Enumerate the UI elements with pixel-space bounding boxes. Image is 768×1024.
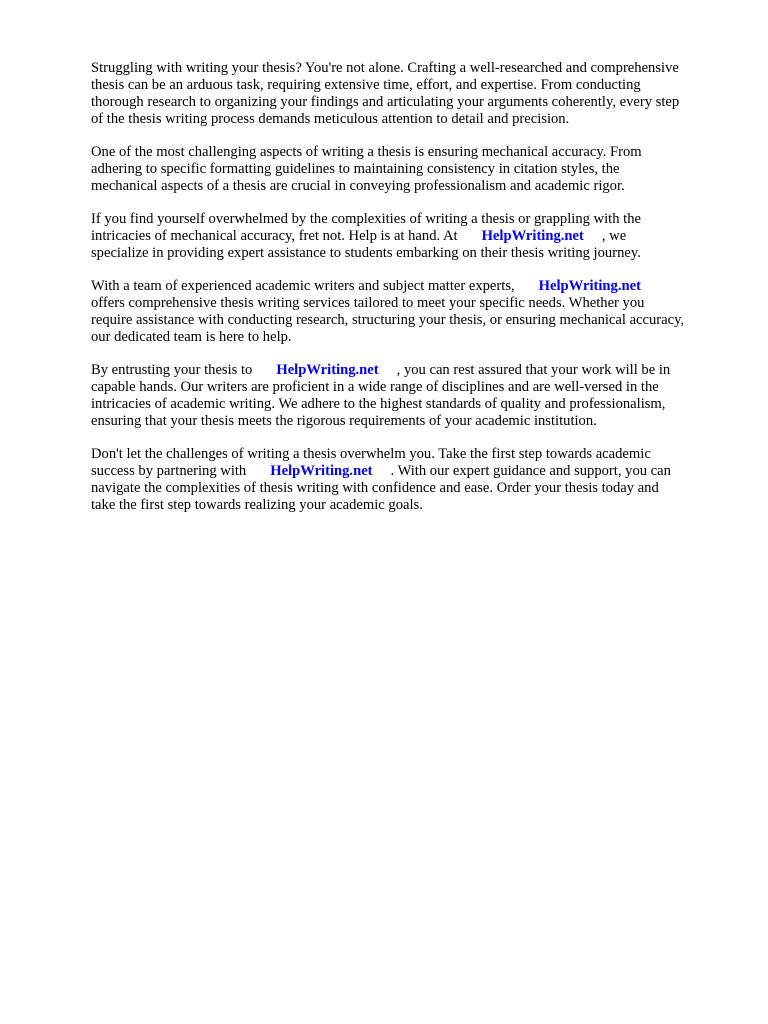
text-line: ensuring that your thesis meets the rigorous requirements of your academic institution. xyxy=(91,413,597,429)
text-line: One of the most challenging aspects of writing a thesis is ensuring mechanical accuracy. From xyxy=(91,144,642,160)
text-line xyxy=(91,463,731,480)
text-line: our dedicated team is here to help. xyxy=(91,329,292,345)
text-line xyxy=(91,228,731,245)
text-line: thesis can be an arduous task, requiring extensive time, effort, and expertise. From conducting xyxy=(91,77,641,93)
text-line: adhering to specific formatting guidelines to maintaining consistency in citation styles, the xyxy=(91,161,620,177)
text-segment: success by partnering with xyxy=(91,463,247,479)
paragraph-intro xyxy=(91,60,731,128)
text-line: require assistance with conducting research, structuring your thesis, or ensuring mechanical accuracy, xyxy=(91,312,685,328)
text-line xyxy=(91,362,731,379)
text-line: intricacies of academic writing. We adhere to the highest standards of quality and professionalism, xyxy=(91,396,666,412)
helpwriting-link-1[interactable]: HelpWriting.net xyxy=(481,228,584,244)
text-line: Struggling with writing your thesis? You're not alone. Crafting a well-researched and comprehensive xyxy=(91,60,679,76)
paragraph-team xyxy=(91,278,731,346)
document-page xyxy=(91,60,731,530)
text-line xyxy=(91,278,731,295)
text-line: mechanical aspects of a thesis are crucial in conveying professionalism and academic rigor. xyxy=(91,178,625,194)
text-segment: With a team of experienced academic writers and subject matter experts, xyxy=(91,278,515,294)
text-line: If you find yourself overwhelmed by the complexities of writing a thesis or grappling with the xyxy=(91,211,641,227)
text-segment: , you can rest assured that your work will be in xyxy=(396,362,671,378)
text-line: specialize in providing expert assistance to students embarking on their thesis writing journey. xyxy=(91,245,641,261)
helpwriting-link-2[interactable]: HelpWriting.net xyxy=(538,278,641,294)
paragraph-entrusting xyxy=(91,362,731,430)
text-line: of the thesis writing process demands meticulous attention to detail and precision. xyxy=(91,111,570,127)
text-line: take the first step towards realizing your academic goals. xyxy=(91,497,423,513)
text-segment: , we xyxy=(601,228,627,244)
paragraph-mechanical-accuracy xyxy=(91,144,731,195)
helpwriting-link-3[interactable]: HelpWriting.net xyxy=(276,362,379,378)
text-line: capable hands. Our writers are proficient in a wide range of disciplines and are well-versed in the xyxy=(91,379,659,395)
text-segment: intricacies of mechanical accuracy, fret not. Help is at hand. At xyxy=(91,228,458,244)
text-line: navigate the complexities of thesis writing with confidence and ease. Order your thesis today and xyxy=(91,480,659,496)
paragraph-help-at-hand xyxy=(91,211,731,262)
text-line: offers comprehensive thesis writing services tailored to meet your specific needs. Whether you xyxy=(91,295,645,311)
text-segment: By entrusting your thesis to xyxy=(91,362,253,378)
helpwriting-link-4[interactable]: HelpWriting.net xyxy=(270,463,373,479)
text-line: thorough research to organizing your findings and articulating your arguments coherently, every step xyxy=(91,94,680,110)
paragraph-conclusion xyxy=(91,446,731,514)
text-segment: . With our expert guidance and support, you can xyxy=(390,463,671,479)
text-line: Don't let the challenges of writing a thesis overwhelm you. Take the first step towards academic xyxy=(91,446,651,462)
